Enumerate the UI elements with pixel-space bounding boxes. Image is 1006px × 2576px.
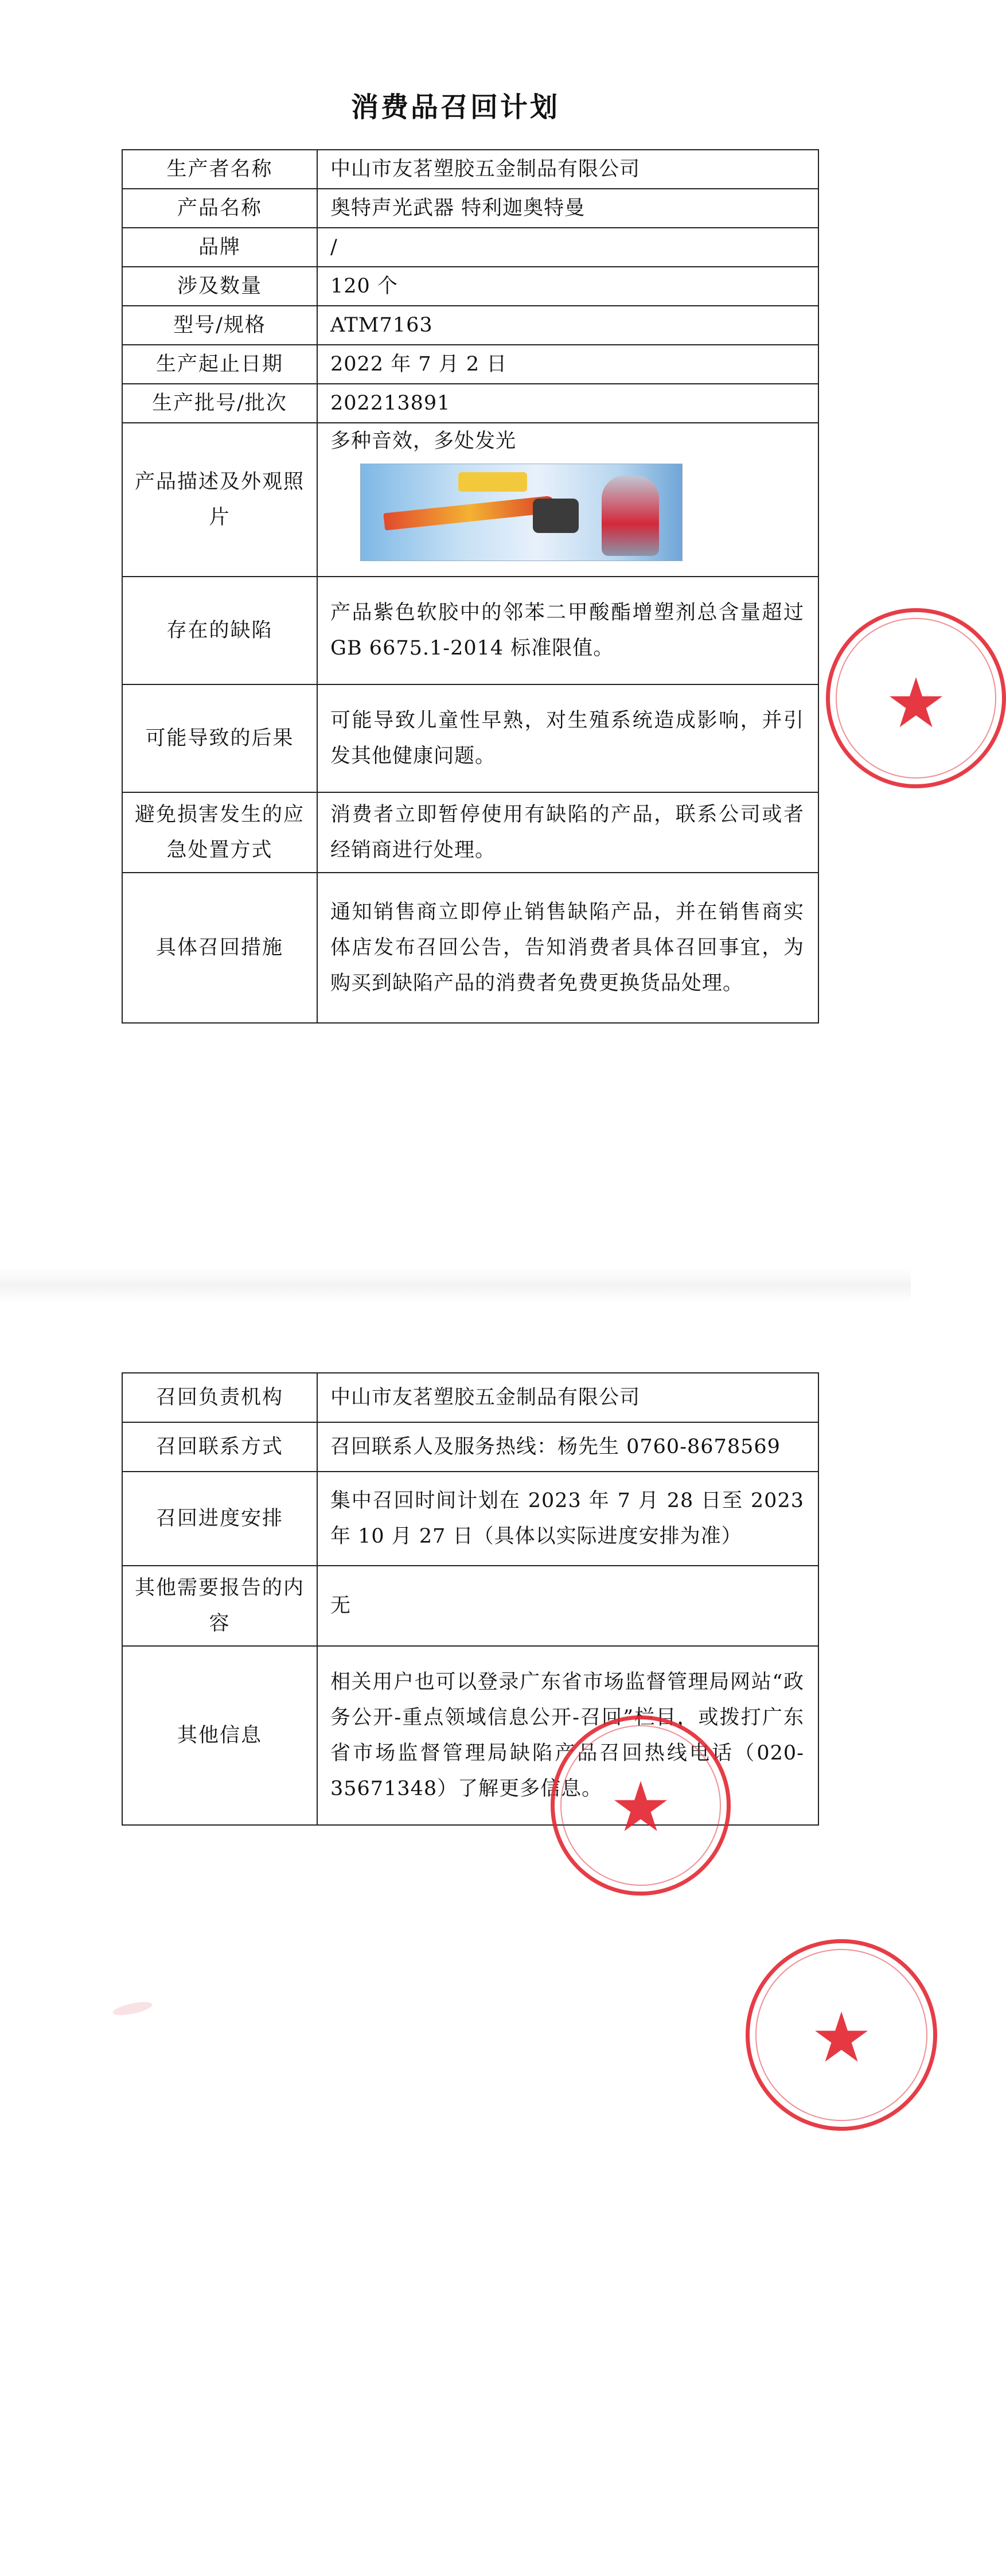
row-label-producer: 生产者名称 bbox=[122, 150, 317, 189]
row-value-other-report: 无 bbox=[317, 1566, 818, 1646]
row-label-batch: 生产批号/批次 bbox=[122, 384, 317, 423]
table-row bbox=[122, 267, 818, 306]
row-label-agency: 召回负责机构 bbox=[122, 1373, 317, 1422]
row-value-consequence: 可能导致儿童性早熟，对生殖系统造成影响，并引发其他健康问题。 bbox=[317, 684, 818, 792]
photo-hero-figure bbox=[602, 476, 659, 556]
row-label-other-info: 其他信息 bbox=[122, 1646, 317, 1825]
photo-toy-handle bbox=[533, 499, 579, 533]
company-seal-page1 bbox=[826, 608, 1006, 788]
row-label-emergency: 避免损害发生的应急处置方式 bbox=[122, 792, 317, 873]
row-label-production-dates: 生产起止日期 bbox=[122, 345, 317, 384]
seal-star-icon: ★ bbox=[810, 1998, 872, 2078]
table-row bbox=[122, 384, 818, 423]
row-value-agency: 中山市友茗塑胶五金制品有限公司 bbox=[317, 1373, 818, 1422]
row-label-consequence: 可能导致的后果 bbox=[122, 684, 317, 792]
table-row bbox=[122, 423, 818, 577]
row-value-emergency: 消费者立即暂停使用有缺陷的产品，联系公司或者经销商进行处理。 bbox=[317, 792, 818, 873]
table-row bbox=[122, 228, 818, 267]
row-label-brand: 品牌 bbox=[122, 228, 317, 267]
table-row bbox=[122, 792, 818, 873]
row-label-defect: 存在的缺陷 bbox=[122, 577, 317, 684]
table-row bbox=[122, 1373, 818, 1422]
document-title: 消费品召回计划 bbox=[350, 91, 560, 123]
description-text: 多种音效，多处发光 bbox=[330, 430, 517, 453]
table-row bbox=[122, 684, 818, 792]
company-seal-page2 bbox=[551, 1715, 731, 1896]
row-value-quantity: 120 个 bbox=[317, 267, 818, 306]
row-value-description bbox=[317, 423, 818, 577]
row-value-measures: 通知销售商立即停止销售缺陷产品，并在销售商实体店发布召回公告，告知消费者具体召回事宜，为购买到缺陷产品的消费者免费更换货品处理。 bbox=[317, 873, 818, 1023]
table-row bbox=[122, 1422, 818, 1472]
row-label-product-name: 产品名称 bbox=[122, 189, 317, 228]
table-row bbox=[122, 873, 818, 1023]
seal-star-icon: ★ bbox=[610, 1768, 672, 1847]
row-value-defect: 产品紫色软胶中的邻苯二甲酸酯增塑剂总含量超过 GB 6675.1-2014 标准限值。 bbox=[317, 577, 818, 684]
ink-smudge bbox=[112, 1999, 153, 2018]
table-row bbox=[122, 306, 818, 345]
row-value-producer: 中山市友茗塑胶五金制品有限公司 bbox=[317, 150, 818, 189]
row-label-schedule: 召回进度安排 bbox=[122, 1472, 317, 1566]
row-value-product-name: 奥特声光武器 特利迦奥特曼 bbox=[317, 189, 818, 228]
product-photo bbox=[360, 464, 683, 561]
row-label-model: 型号/规格 bbox=[122, 306, 317, 345]
table-row bbox=[122, 1566, 818, 1646]
page-separator bbox=[0, 1268, 911, 1302]
row-value-other-info: 相关用户也可以登录广东省市场监督管理局网站“政务公开-重点领域信息公开-召回”栏目，或拨打广东省市场监督管理局缺陷产品召回热线电话（020-35671348）了解更多信息。 bbox=[317, 1646, 818, 1825]
row-value-model: ATM7163 bbox=[317, 306, 818, 345]
row-label-measures: 具体召回措施 bbox=[122, 873, 317, 1023]
row-value-contact: 召回联系人及服务热线：杨先生 0760-8678569 bbox=[317, 1422, 818, 1472]
row-label-contact: 召回联系方式 bbox=[122, 1422, 317, 1472]
row-value-production-dates: 2022 年 7 月 2 日 bbox=[317, 345, 818, 384]
table-row bbox=[122, 1472, 818, 1566]
recall-info-table bbox=[122, 149, 819, 1024]
table-row bbox=[122, 577, 818, 684]
table-row bbox=[122, 189, 818, 228]
row-label-quantity: 涉及数量 bbox=[122, 267, 317, 306]
row-value-batch: 202213891 bbox=[317, 384, 818, 423]
photo-package-badge bbox=[458, 472, 527, 492]
seal-star-icon: ★ bbox=[885, 664, 947, 744]
table-row bbox=[122, 150, 818, 189]
row-label-description: 产品描述及外观照片 bbox=[122, 423, 317, 577]
row-label-other-report: 其他需要报告的内容 bbox=[122, 1566, 317, 1646]
row-value-schedule: 集中召回时间计划在 2023 年 7 月 28 日至 2023 年 10 月 27 日（具体以实际进度安排为准） bbox=[317, 1472, 818, 1566]
row-value-brand: / bbox=[317, 228, 818, 267]
document-page-1 bbox=[0, 0, 947, 1286]
company-seal-page2-secondary bbox=[746, 1939, 937, 2131]
table-row bbox=[122, 345, 818, 384]
photo-toy-blade bbox=[383, 495, 556, 530]
